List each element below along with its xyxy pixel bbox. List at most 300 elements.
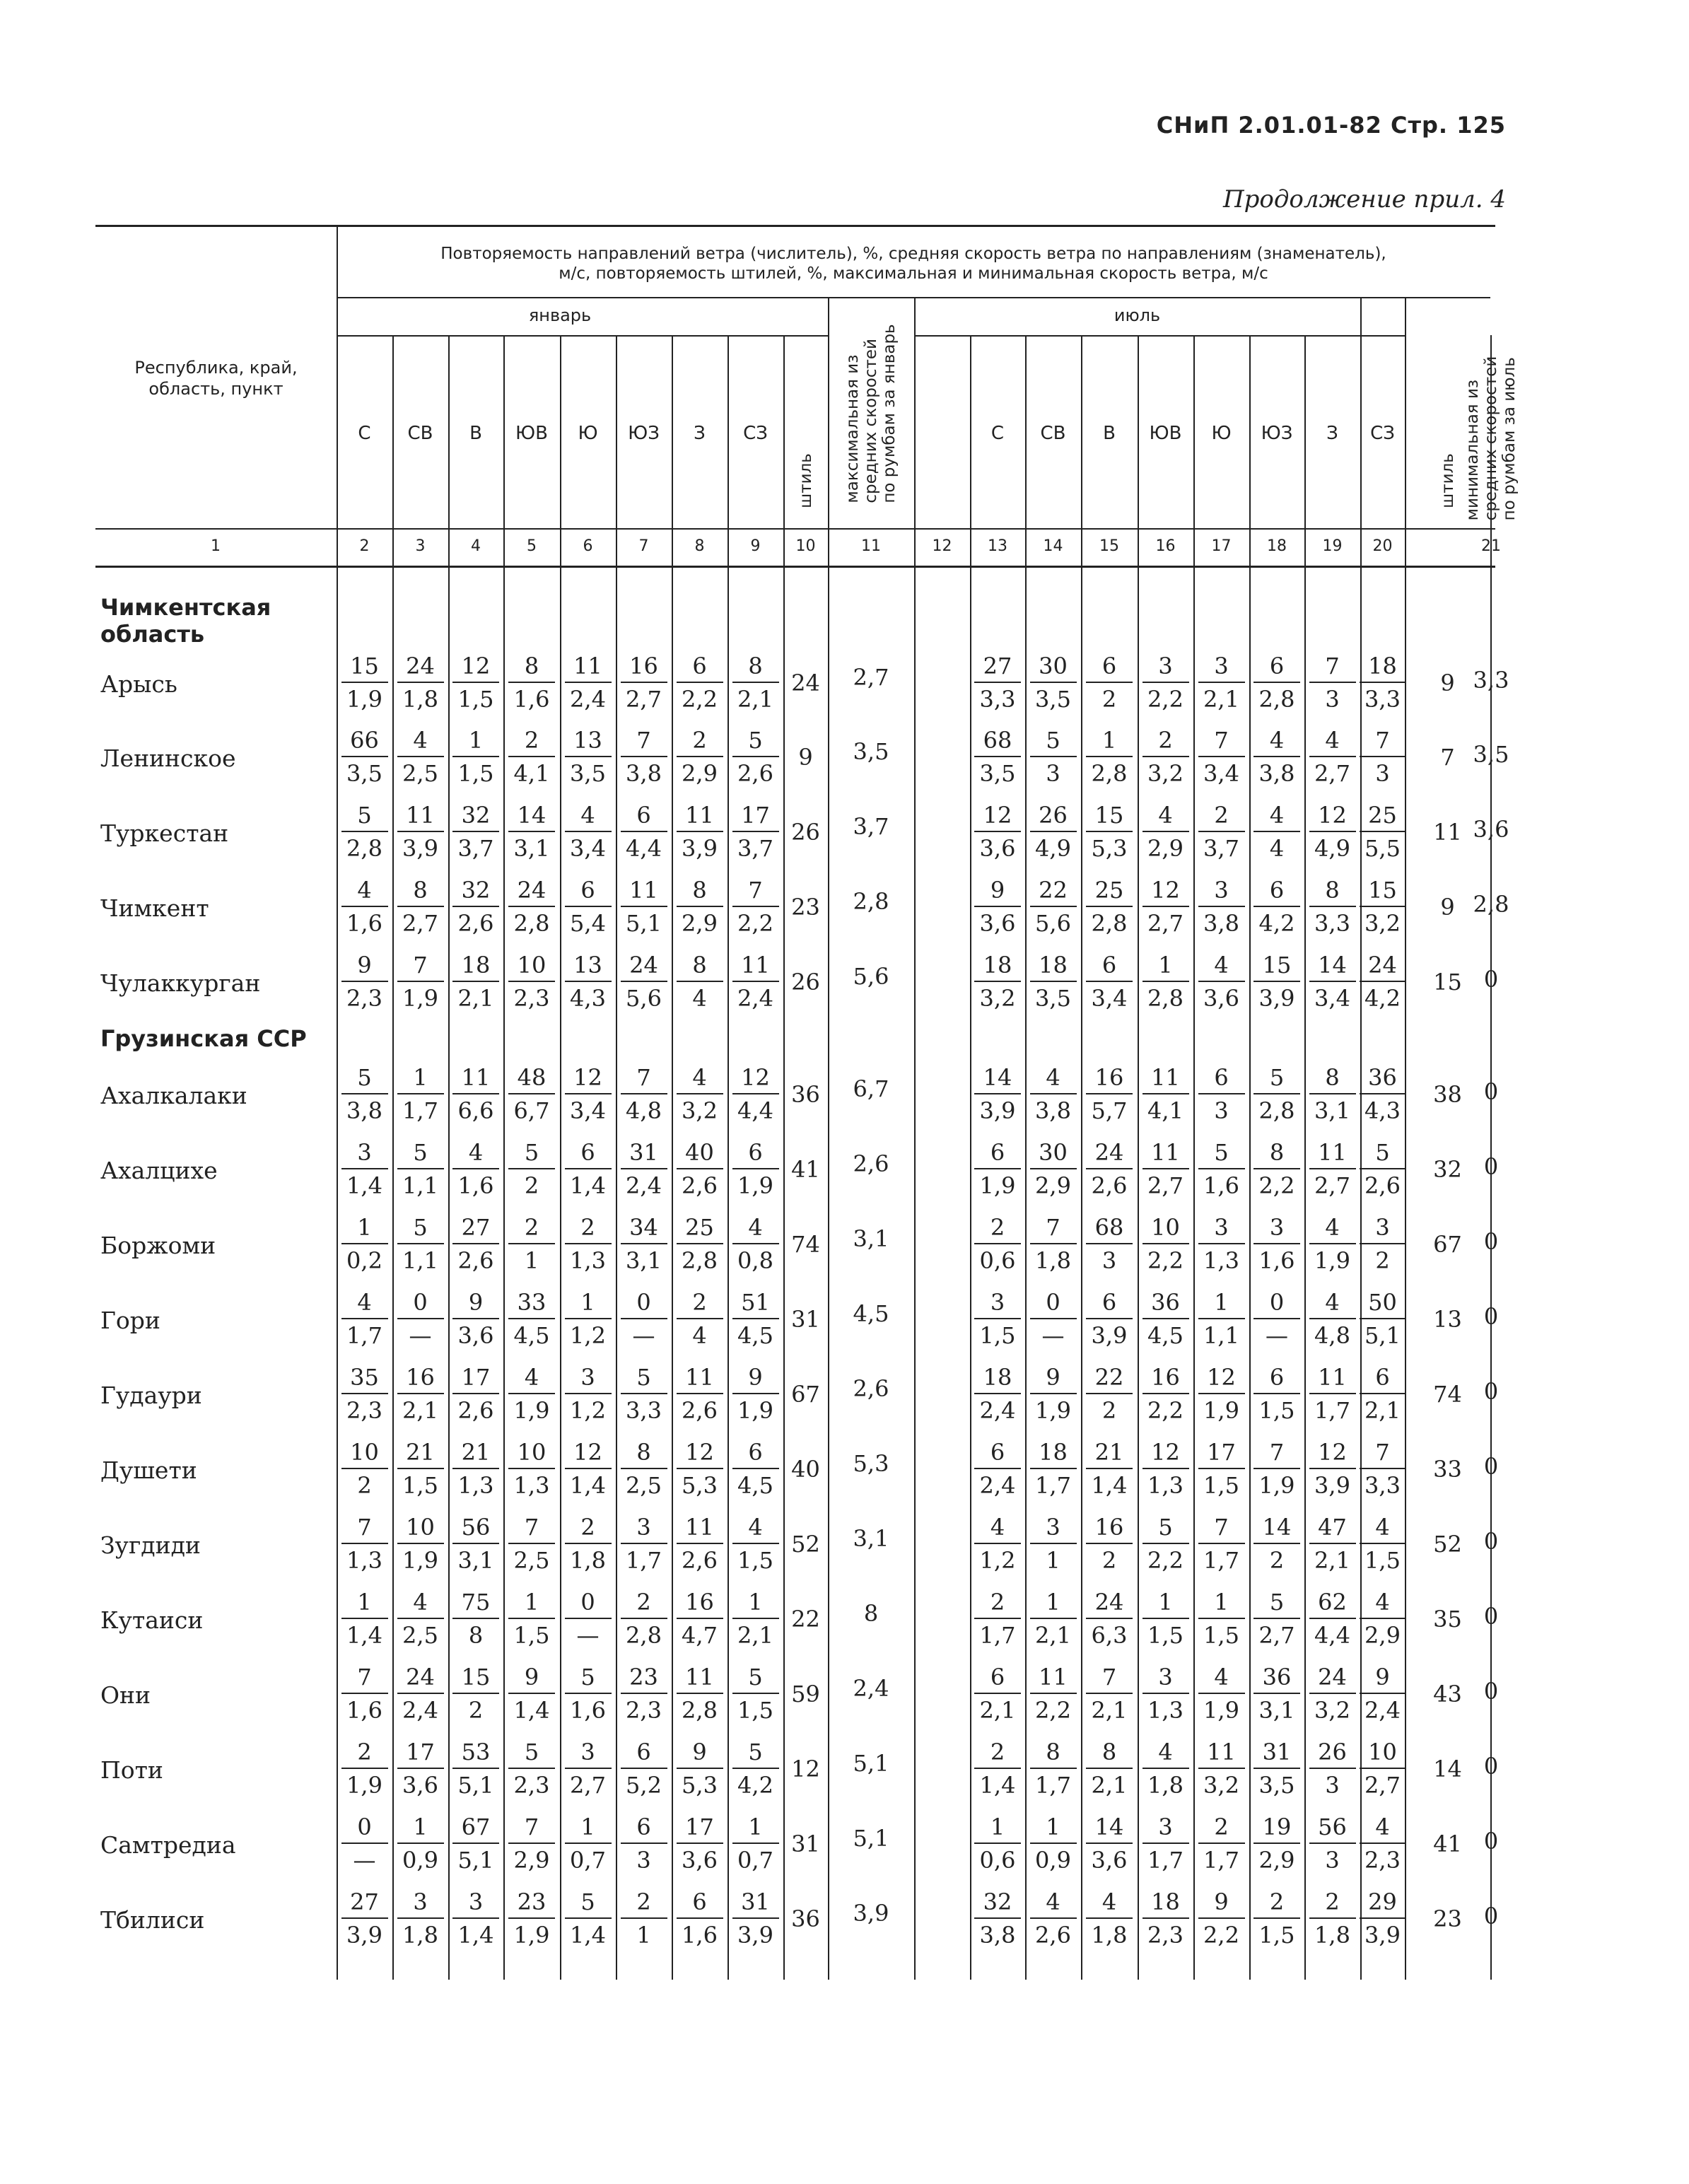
- wind-fraction: [1196, 650, 1248, 716]
- january-header: январь: [528, 305, 592, 325]
- column-number: 4: [471, 537, 481, 555]
- wind-fraction: [1307, 1736, 1359, 1801]
- station-name: Чулаккурган: [100, 969, 261, 997]
- min-speed-july: 0: [1483, 1903, 1499, 1929]
- frequency-percent: 27: [983, 653, 1012, 679]
- wind-fraction: [1196, 1512, 1248, 1577]
- wind-fraction: [450, 1437, 502, 1502]
- wind-fraction: [674, 1587, 726, 1652]
- wind-fraction: [674, 1062, 726, 1127]
- column-number: 1: [211, 537, 221, 555]
- frequency-percent: 34: [629, 1214, 658, 1241]
- wind-fraction: [1196, 1137, 1248, 1202]
- mean-speed: 1,7: [402, 1097, 438, 1124]
- frequency-percent: 24: [629, 952, 658, 979]
- mean-speed: 2,6: [457, 910, 494, 937]
- mean-speed: 3,9: [979, 1097, 1016, 1124]
- mean-speed: 2,1: [457, 985, 494, 1012]
- frequency-percent: 7: [357, 1664, 372, 1690]
- wind-fraction: [450, 1062, 502, 1127]
- max-speed-january: 3,7: [853, 813, 889, 840]
- frequency-percent: 4: [1325, 1289, 1340, 1316]
- wind-fraction: [562, 1886, 614, 1951]
- mean-speed: 2,1: [1203, 686, 1239, 713]
- mean-speed: 4: [1269, 835, 1285, 862]
- mean-speed: 2,2: [1147, 1547, 1184, 1574]
- mean-speed: 1: [636, 1922, 651, 1949]
- frequency-percent: 2: [1214, 1814, 1229, 1840]
- max-speed-january: 2,4: [853, 1675, 889, 1702]
- mean-speed: 2,1: [1035, 1622, 1071, 1649]
- mean-speed: 1,3: [457, 1472, 494, 1499]
- frequency-percent: 14: [1318, 952, 1347, 979]
- column-number: 18: [1267, 537, 1287, 555]
- wind-fraction: [1251, 1062, 1303, 1127]
- frequency-percent: 1: [580, 1289, 595, 1316]
- frequency-percent: 2: [1214, 802, 1229, 829]
- wind-fraction: [339, 1212, 391, 1277]
- min-speed-july: 0: [1483, 1753, 1499, 1780]
- frequency-percent: 6: [636, 1814, 651, 1840]
- mean-speed: 2,2: [1035, 1697, 1071, 1724]
- mean-speed: 2,6: [1364, 1172, 1401, 1199]
- mean-speed: 3,6: [1091, 1847, 1128, 1874]
- frequency-percent: 3: [1269, 1214, 1285, 1241]
- frequency-percent: 14: [1262, 1514, 1292, 1541]
- wind-fraction: [339, 1287, 391, 1352]
- wind-fraction: [339, 950, 391, 1015]
- frequency-percent: 8: [1269, 1139, 1285, 1166]
- column-number: 16: [1155, 537, 1176, 555]
- frequency-percent: 11: [1318, 1139, 1347, 1166]
- wind-fraction: [1140, 1587, 1192, 1652]
- wind-fraction: [618, 1811, 670, 1876]
- mean-speed: 1,4: [1091, 1472, 1128, 1499]
- frequency-percent: 6: [1101, 653, 1117, 679]
- mean-speed: 0,8: [737, 1247, 773, 1274]
- wind-fraction: [505, 1736, 558, 1801]
- wind-fraction: [618, 800, 670, 865]
- section-title: Чимкентская область: [100, 594, 271, 648]
- wind-fraction: [1083, 1587, 1135, 1652]
- frequency-percent: 8: [413, 877, 428, 904]
- frequency-percent: 5: [1046, 727, 1060, 754]
- frequency-percent: 6: [1269, 1364, 1285, 1391]
- frequency-percent: 12: [983, 802, 1012, 829]
- column-number: 10: [795, 537, 816, 555]
- mean-speed: 1,1: [1203, 1322, 1239, 1349]
- mean-speed: 1,8: [1147, 1772, 1184, 1799]
- group-header-rule: [337, 297, 1490, 298]
- wind-fraction: [971, 1662, 1024, 1727]
- mean-speed: 1,9: [513, 1922, 550, 1949]
- frequency-percent: 0: [1269, 1289, 1285, 1316]
- wind-fraction: [971, 1437, 1024, 1502]
- wind-fraction: [1307, 725, 1359, 790]
- wind-fraction: [1307, 1137, 1359, 1202]
- wind-fraction: [1196, 800, 1248, 865]
- wind-fraction: [339, 1437, 391, 1502]
- wind-fraction: [1251, 950, 1303, 1015]
- direction-header: Ю: [1211, 423, 1232, 444]
- mean-speed: 3,7: [737, 835, 773, 862]
- station-name: Ленинское: [100, 744, 236, 772]
- wind-fraction: [505, 725, 558, 790]
- frequency-percent: 16: [1094, 1064, 1124, 1091]
- july-header: июль: [1114, 305, 1161, 325]
- mean-speed: 1,6: [1203, 1172, 1239, 1199]
- frequency-percent: 2: [580, 1214, 595, 1241]
- mean-speed: 1,4: [979, 1772, 1016, 1799]
- table-top-rule: [95, 225, 1495, 227]
- wind-fraction: [562, 1811, 614, 1876]
- mean-speed: 3,1: [626, 1247, 662, 1274]
- column-number: 15: [1099, 537, 1119, 555]
- frequency-percent: 24: [1368, 952, 1397, 979]
- wind-fraction: [562, 1362, 614, 1427]
- frequency-percent: 10: [406, 1514, 435, 1541]
- wind-fraction: [562, 1062, 614, 1127]
- calm-january: 31: [791, 1306, 820, 1333]
- calm-july: 43: [1433, 1681, 1462, 1707]
- column-number: 9: [750, 537, 761, 555]
- page-label: Стр.: [1390, 112, 1449, 139]
- mean-speed: 4,9: [1314, 835, 1350, 862]
- mean-speed: 5,5: [1364, 835, 1401, 862]
- mean-speed: 6,7: [513, 1097, 550, 1124]
- frequency-percent: 3: [468, 1888, 484, 1915]
- mean-speed: 1,9: [737, 1397, 773, 1424]
- frequency-percent: 51: [741, 1289, 770, 1316]
- mean-speed: 5,7: [1091, 1097, 1128, 1124]
- frequency-percent: 16: [406, 1364, 435, 1391]
- wind-fraction: [674, 725, 726, 790]
- column-number: 21: [1481, 537, 1501, 555]
- frequency-percent: 18: [1039, 1439, 1068, 1466]
- mean-speed: 1,5: [513, 1622, 550, 1649]
- frequency-percent: 6: [636, 802, 651, 829]
- frequency-percent: 4: [1375, 1514, 1390, 1541]
- frequency-percent: 8: [636, 1439, 651, 1466]
- mean-speed: 3,9: [402, 835, 438, 862]
- mean-speed: 1,5: [1203, 1622, 1239, 1649]
- mean-speed: 6,6: [457, 1097, 494, 1124]
- mean-speed: 3,9: [1091, 1322, 1128, 1349]
- frequency-percent: 3: [413, 1888, 428, 1915]
- wind-fraction: [1027, 1287, 1080, 1352]
- mean-speed: 2,8: [626, 1622, 662, 1649]
- frequency-percent: 48: [517, 1064, 547, 1091]
- wind-fraction: [1027, 1437, 1080, 1502]
- mean-speed: 4,2: [1258, 910, 1295, 937]
- wind-fraction: [1251, 1362, 1303, 1427]
- wind-fraction: [1357, 1662, 1409, 1727]
- mean-speed: 3,3: [1364, 686, 1401, 713]
- frequency-percent: 1: [524, 1589, 539, 1616]
- wind-fraction: [562, 725, 614, 790]
- wind-fraction: [730, 650, 782, 716]
- frequency-percent: 11: [685, 1364, 714, 1391]
- frequency-percent: 11: [573, 653, 602, 679]
- wind-fraction: [1027, 1811, 1080, 1876]
- mean-speed: 3,2: [1203, 1772, 1239, 1799]
- wind-fraction: [1196, 1062, 1248, 1127]
- frequency-percent: 8: [524, 653, 539, 679]
- wind-fraction: [1307, 950, 1359, 1015]
- frequency-percent: 4: [692, 1064, 707, 1091]
- wind-fraction: [971, 1811, 1024, 1876]
- mean-speed: 3,4: [1203, 760, 1239, 787]
- wind-fraction: [730, 1062, 782, 1127]
- frequency-percent: 12: [685, 1439, 714, 1466]
- wind-fraction: [618, 1437, 670, 1502]
- mean-speed: —: [632, 1322, 655, 1349]
- wind-fraction: [1140, 1137, 1192, 1202]
- frequency-percent: 12: [573, 1064, 602, 1091]
- station-name: Тбилиси: [100, 1906, 205, 1934]
- mean-speed: —: [353, 1847, 376, 1874]
- wind-fraction: [562, 1212, 614, 1277]
- mean-speed: 1,3: [346, 1547, 382, 1574]
- calm-july: 35: [1433, 1606, 1462, 1633]
- mean-speed: 2,6: [457, 1247, 494, 1274]
- wind-fraction: [1357, 800, 1409, 865]
- mean-speed: 2,2: [1258, 1172, 1295, 1199]
- wind-fraction: [730, 725, 782, 790]
- wind-fraction: [450, 1137, 502, 1202]
- mean-speed: 3,8: [346, 1097, 382, 1124]
- wind-fraction: [1357, 650, 1409, 716]
- wind-fraction: [339, 1362, 391, 1427]
- direction-header: С: [358, 423, 371, 444]
- mean-speed: 3,8: [1035, 1097, 1071, 1124]
- frequency-percent: 0: [636, 1289, 651, 1316]
- frequency-percent: 22: [1094, 1364, 1124, 1391]
- calm-january: 23: [791, 894, 820, 921]
- mean-speed: 1,9: [737, 1172, 773, 1199]
- wind-fraction: [1083, 725, 1135, 790]
- group-header: Повторяемость направлений ветра (числитель), %, средняя скорость ветра по направлениям (знаменатель), м/с, повторяемость штилей, %, максимальная и минимальная скорость ветра, м/с: [440, 245, 1386, 283]
- min-speed-july: 3,6: [1473, 816, 1509, 843]
- wind-fraction: [505, 1062, 558, 1127]
- wind-fraction: [339, 1062, 391, 1127]
- wind-fraction: [618, 1736, 670, 1801]
- mean-speed: 3,9: [1258, 985, 1295, 1012]
- mean-speed: 1,7: [1035, 1772, 1071, 1799]
- frequency-percent: 40: [685, 1139, 714, 1166]
- column-number-top-rule: [95, 528, 1495, 530]
- frequency-percent: 4: [580, 802, 595, 829]
- frequency-percent: 7: [524, 1514, 539, 1541]
- mean-speed: 2,2: [1203, 1922, 1239, 1949]
- mean-speed: 2,3: [346, 1397, 382, 1424]
- calm-january: 59: [791, 1681, 820, 1707]
- direction-header: З: [694, 423, 706, 444]
- station-name: Зугдиди: [100, 1531, 201, 1559]
- wind-fraction: [562, 650, 614, 716]
- wind-fraction: [1027, 1137, 1080, 1202]
- calm-july: 38: [1433, 1081, 1462, 1108]
- wind-fraction: [339, 800, 391, 865]
- mean-speed: 3,2: [682, 1097, 718, 1124]
- mean-speed: 4,1: [1147, 1097, 1184, 1124]
- frequency-percent: 2: [357, 1739, 372, 1765]
- frequency-percent: 25: [1094, 877, 1124, 904]
- wind-fraction: [505, 1512, 558, 1577]
- frequency-percent: 30: [1039, 653, 1068, 679]
- wind-fraction: [339, 725, 391, 790]
- mean-speed: 2,2: [1147, 1247, 1184, 1274]
- mean-speed: 1,1: [402, 1172, 438, 1199]
- frequency-percent: 6: [990, 1439, 1005, 1466]
- wind-fraction: [505, 1212, 558, 1277]
- wind-fraction: [450, 1512, 502, 1577]
- mean-speed: 5,6: [626, 985, 662, 1012]
- wind-fraction: [339, 1137, 391, 1202]
- frequency-percent: 1: [1214, 1289, 1229, 1316]
- wind-fraction: [674, 1662, 726, 1727]
- wind-fraction: [339, 1736, 391, 1801]
- frequency-percent: 2: [1269, 1888, 1285, 1915]
- frequency-percent: 1: [990, 1814, 1005, 1840]
- wind-fraction: [674, 800, 726, 865]
- mean-speed: 1,3: [570, 1247, 606, 1274]
- wind-fraction: [1307, 1062, 1359, 1127]
- mean-speed: 2,8: [682, 1697, 718, 1724]
- mean-speed: 1,5: [1147, 1622, 1184, 1649]
- wind-fraction: [971, 1362, 1024, 1427]
- mean-speed: 2,8: [1258, 1097, 1295, 1124]
- frequency-percent: 7: [1375, 1439, 1390, 1466]
- mean-speed: 3,5: [1035, 686, 1071, 713]
- direction-header: Ю: [578, 423, 598, 444]
- mean-speed: 3,1: [457, 1547, 494, 1574]
- frequency-percent: 6: [692, 653, 707, 679]
- mean-speed: 2,1: [1091, 1772, 1128, 1799]
- wind-fraction: [1357, 1736, 1409, 1801]
- wind-fraction: [618, 1212, 670, 1277]
- wind-fraction: [971, 1287, 1024, 1352]
- mean-speed: 3,4: [1091, 985, 1128, 1012]
- mean-speed: 3,4: [570, 835, 606, 862]
- wind-fraction: [339, 1886, 391, 1951]
- frequency-percent: 10: [350, 1439, 379, 1466]
- wind-fraction: [450, 1662, 502, 1727]
- wind-fraction: [1307, 1587, 1359, 1652]
- mean-speed: 1,8: [402, 1922, 438, 1949]
- calm-header: штиль: [1438, 453, 1457, 508]
- wind-fraction: [450, 1587, 502, 1652]
- station-name: Они: [100, 1681, 151, 1709]
- frequency-percent: 16: [629, 653, 658, 679]
- mean-speed: 1,6: [346, 910, 382, 937]
- wind-fraction: [1140, 725, 1192, 790]
- column-number: 8: [694, 537, 705, 555]
- mean-speed: 1,9: [402, 985, 438, 1012]
- mean-speed: 1,9: [1203, 1697, 1239, 1724]
- frequency-percent: 4: [1158, 1739, 1173, 1765]
- mean-speed: 3,3: [626, 1397, 662, 1424]
- wind-fraction: [971, 1212, 1024, 1277]
- mean-speed: 2,6: [682, 1172, 718, 1199]
- wind-fraction: [1251, 1512, 1303, 1577]
- frequency-percent: 3: [1046, 1514, 1060, 1541]
- wind-fraction: [618, 1137, 670, 1202]
- wind-fraction: [1251, 1437, 1303, 1502]
- mean-speed: 1: [1046, 1547, 1060, 1574]
- mean-speed: 3: [1046, 760, 1060, 787]
- station-name: Гори: [100, 1307, 160, 1334]
- mean-speed: 2,5: [402, 760, 438, 787]
- mean-speed: 5,1: [1364, 1322, 1401, 1349]
- mean-speed: 2,1: [1364, 1397, 1401, 1424]
- frequency-percent: 1: [413, 1814, 428, 1840]
- wind-fraction: [1140, 1886, 1192, 1951]
- frequency-percent: 21: [1094, 1439, 1124, 1466]
- frequency-percent: 31: [1262, 1739, 1292, 1765]
- wind-fraction: [1027, 875, 1080, 940]
- mean-speed: 1,8: [1314, 1922, 1350, 1949]
- wind-fraction: [971, 1512, 1024, 1577]
- wind-fraction: [505, 875, 558, 940]
- wind-fraction: [1140, 875, 1192, 940]
- wind-fraction: [1027, 1736, 1080, 1801]
- frequency-percent: 7: [1214, 1514, 1229, 1541]
- frequency-percent: 9: [990, 877, 1005, 904]
- mean-speed: 2,7: [1314, 1172, 1350, 1199]
- mean-speed: 3,5: [346, 760, 382, 787]
- wind-fraction: [1307, 1437, 1359, 1502]
- frequency-percent: 31: [629, 1139, 658, 1166]
- frequency-percent: 0: [413, 1289, 428, 1316]
- frequency-percent: 21: [461, 1439, 491, 1466]
- mean-speed: 5,3: [1091, 835, 1128, 862]
- mean-speed: 1,8: [570, 1547, 606, 1574]
- frequency-percent: 3: [1158, 1814, 1173, 1840]
- mean-speed: 1,9: [1314, 1247, 1350, 1274]
- frequency-percent: 4: [1158, 802, 1173, 829]
- wind-fraction: [1357, 1811, 1409, 1876]
- wind-fraction: [395, 1362, 447, 1427]
- min-speed-july: 0: [1483, 1153, 1499, 1180]
- wind-fraction: [395, 1212, 447, 1277]
- wind-fraction: [1251, 1137, 1303, 1202]
- frequency-percent: 1: [748, 1589, 763, 1616]
- wind-fraction: [1027, 1512, 1080, 1577]
- wind-fraction: [505, 1662, 558, 1727]
- mean-speed: 2,3: [346, 985, 382, 1012]
- mean-speed: 1,9: [979, 1172, 1016, 1199]
- wind-fraction: [505, 950, 558, 1015]
- frequency-percent: 0: [1046, 1289, 1060, 1316]
- station-name: Арысь: [100, 670, 177, 698]
- wind-fraction: [562, 1587, 614, 1652]
- frequency-percent: 15: [350, 653, 379, 679]
- frequency-percent: 6: [748, 1139, 763, 1166]
- mean-speed: 2,3: [626, 1697, 662, 1724]
- frequency-percent: 6: [1269, 653, 1285, 679]
- wind-fraction: [1196, 1587, 1248, 1652]
- page-header: [1131, 112, 1506, 139]
- direction-header: ЮВ: [515, 423, 548, 444]
- station-name: Чимкент: [100, 894, 209, 922]
- wind-fraction: [450, 1811, 502, 1876]
- frequency-percent: 6: [990, 1139, 1005, 1166]
- wind-fraction: [1251, 1811, 1303, 1876]
- min-speed-july: 3,3: [1473, 667, 1509, 694]
- column-number: 3: [415, 537, 426, 555]
- calm-january: 36: [791, 1905, 820, 1932]
